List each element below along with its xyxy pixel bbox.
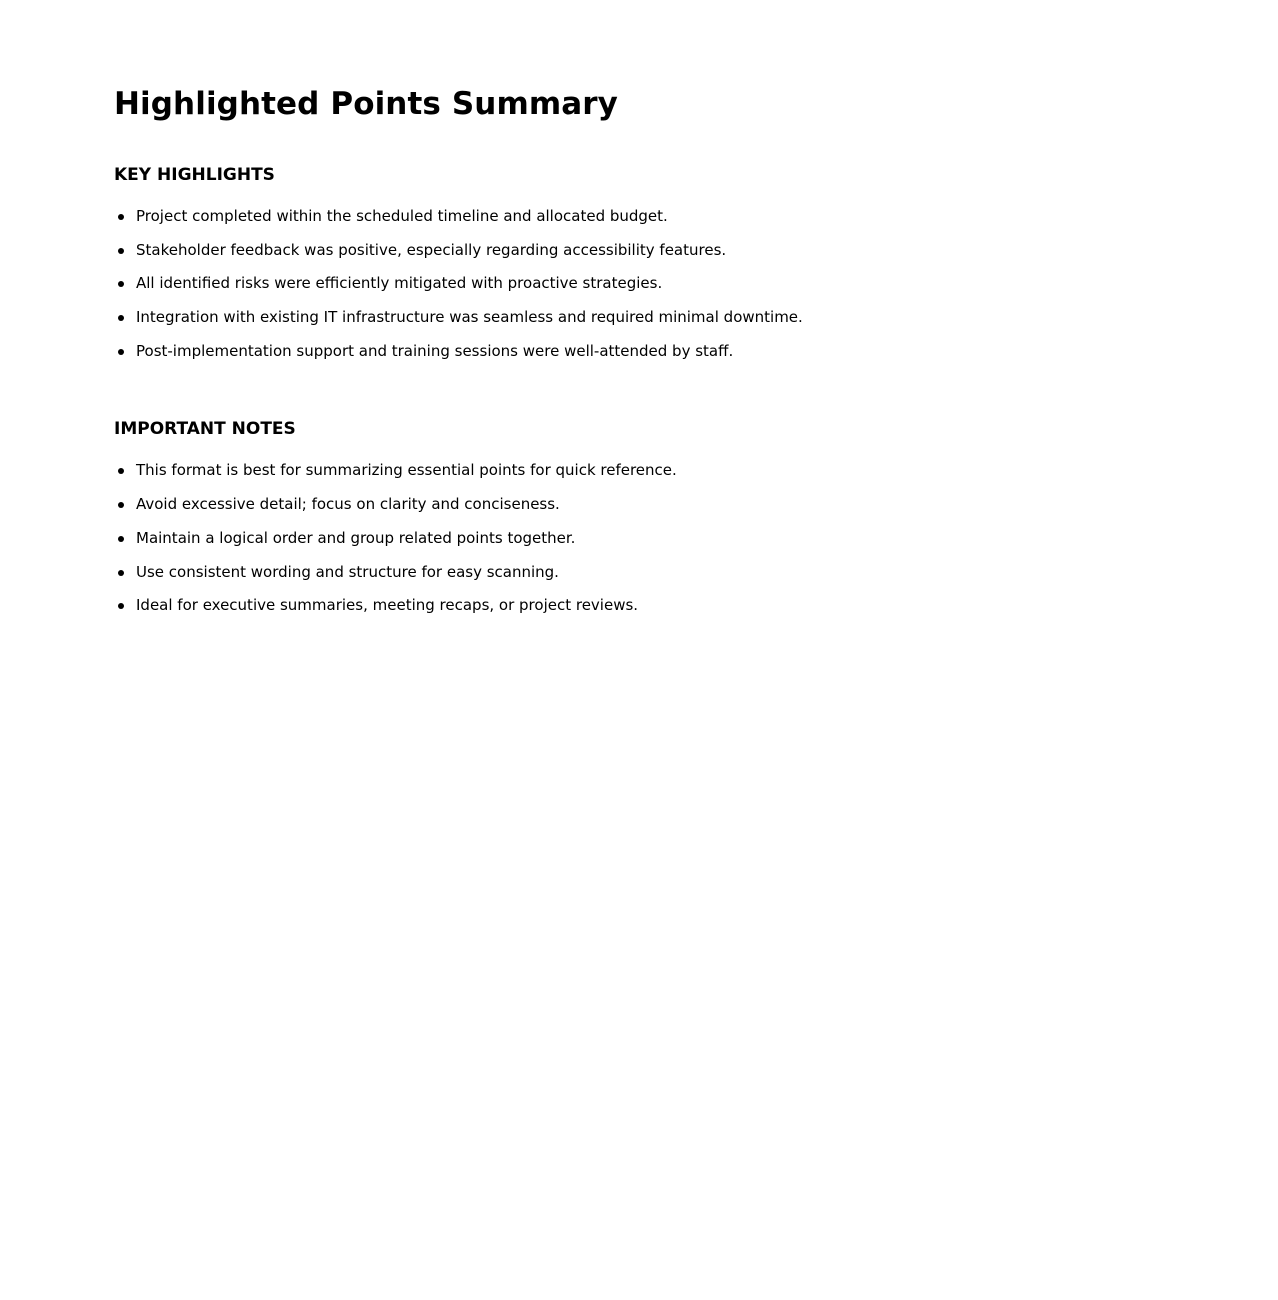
list-item: [114, 528, 1278, 562]
list-item: [114, 460, 1278, 494]
bullet-icon: [118, 502, 124, 508]
key-highlights-section: [114, 164, 1278, 374]
list-item: [114, 240, 1278, 274]
list-item: [114, 206, 1278, 240]
bullet-icon: [118, 603, 124, 609]
list-item-text: All identified risks were efficiently mitigated with proactive strategies.: [136, 274, 663, 293]
list-item: [114, 307, 1278, 341]
bullet-icon: [118, 214, 124, 220]
list-item: [114, 494, 1278, 528]
bullet-icon: [118, 281, 124, 287]
important-notes-list: [114, 460, 1278, 628]
list-item: [114, 273, 1278, 307]
bullet-icon: [118, 570, 124, 576]
list-item-text: This format is best for summarizing essential points for quick reference.: [136, 461, 677, 480]
list-item-text: Avoid excessive detail; focus on clarity and conciseness.: [136, 495, 560, 514]
bullet-icon: [118, 349, 124, 355]
bullet-icon: [118, 315, 124, 321]
section-heading: IMPORTANT NOTES: [114, 419, 296, 440]
list-item-text: Maintain a logical order and group related points together.: [136, 528, 576, 547]
key-highlights-list: [114, 206, 1278, 374]
important-notes-section: [114, 418, 1278, 628]
bullet-icon: [118, 536, 124, 542]
list-item-text: Project completed within the scheduled timeline and allocated budget.: [136, 207, 668, 225]
bullet-icon: [118, 468, 124, 474]
page-title: Highlighted Points Summary: [114, 86, 618, 122]
list-item-text: Post-implementation support and training sessions were well-attended by staff.: [136, 341, 734, 360]
list-item-text: Use consistent wording and structure for easy scanning.: [136, 562, 559, 581]
list-item: [114, 562, 1278, 596]
list-item: [114, 341, 1278, 375]
list-item-text: Integration with existing IT infrastructure was seamless and required minimal downtime.: [136, 308, 803, 327]
list-item-text: Ideal for executive summaries, meeting recaps, or project reviews.: [136, 596, 639, 615]
bullet-icon: [118, 248, 124, 254]
list-item: [114, 595, 1278, 629]
section-heading: KEY HIGHLIGHTS: [114, 165, 275, 185]
list-item-text: Stakeholder feedback was positive, especially regarding accessibility features.: [136, 240, 727, 259]
